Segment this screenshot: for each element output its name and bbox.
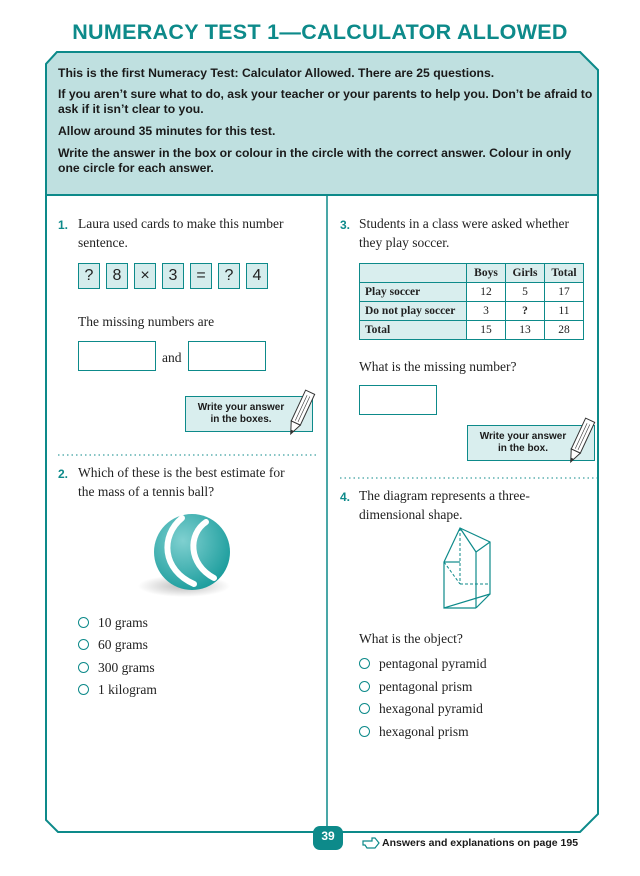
table-cell: 12 <box>467 283 506 302</box>
q4-option-2[interactable] <box>359 679 472 695</box>
table-cell: 13 <box>506 321 545 340</box>
intro-line-4: Write the answer in the box or colour in the circle with the correct answer. Colour in only one circle for each answer. <box>58 146 572 175</box>
q1-number: 1. <box>58 218 69 232</box>
q4-option-1[interactable] <box>359 656 487 672</box>
q1-card: 4 <box>246 263 268 289</box>
prism-diagram <box>436 522 496 614</box>
table-header-cell: Total <box>545 264 584 283</box>
q3-question: What is the missing number? <box>359 359 517 374</box>
table-row-label: Do not play soccer <box>360 302 467 321</box>
q2-option-label: 10 grams <box>98 615 148 630</box>
q1-card: × <box>134 263 156 289</box>
table-cell: 11 <box>545 302 584 321</box>
q4-option-3[interactable] <box>359 701 483 717</box>
pencil-icon <box>283 388 317 440</box>
q3-number: 3. <box>340 218 351 232</box>
q1-card: = <box>190 263 212 289</box>
tennis-ball-icon <box>136 512 240 600</box>
table-row-label: Total <box>360 321 467 340</box>
q1-text: Laura used cards to make this number sentence. <box>78 216 284 250</box>
q1-card: 3 <box>162 263 184 289</box>
q1-answer-box-2[interactable] <box>188 341 266 371</box>
table-header-cell: Boys <box>467 264 506 283</box>
q4-option-label: pentagonal pyramid <box>379 656 487 671</box>
table-header-cell <box>360 264 467 283</box>
q2-option-label: 300 grams <box>98 660 155 675</box>
table-cell: 28 <box>545 321 584 340</box>
table-header-row <box>360 264 584 283</box>
radio-circle-icon[interactable] <box>78 684 89 695</box>
table-row <box>360 283 584 302</box>
q4-option-label: hexagonal pyramid <box>379 701 483 716</box>
table-row <box>360 321 584 340</box>
q2-number: 2. <box>58 467 69 481</box>
radio-circle-icon[interactable] <box>359 658 370 669</box>
q2-option-4[interactable] <box>78 682 157 698</box>
table-cell: 5 <box>506 283 545 302</box>
q1-and-label: and <box>162 350 182 365</box>
table-cell-missing: ? <box>506 302 545 321</box>
q4-text: The diagram represents a three-dimensional shape. <box>359 488 530 522</box>
q4-question: What is the object? <box>359 631 463 646</box>
radio-circle-icon[interactable] <box>78 639 89 650</box>
q1-card: ? <box>218 263 240 289</box>
q2-option-2[interactable] <box>78 637 148 653</box>
table-cell: 17 <box>545 283 584 302</box>
pointing-hand-icon <box>362 836 380 850</box>
radio-circle-icon[interactable] <box>78 617 89 628</box>
q4-option-4[interactable] <box>359 724 469 740</box>
q1-prompt: The missing numbers are <box>78 314 215 329</box>
table-row <box>360 302 584 321</box>
radio-circle-icon[interactable] <box>359 703 370 714</box>
pencil-icon <box>563 416 597 468</box>
q2-option-label: 60 grams <box>98 637 148 652</box>
q3-text: Students in a class were asked whether they play soccer. <box>359 216 569 250</box>
q3-answer-box[interactable] <box>359 385 437 415</box>
table-cell: 3 <box>467 302 506 321</box>
radio-circle-icon[interactable] <box>78 662 89 673</box>
q1-hint-text: Write your answer in the boxes. <box>197 402 285 425</box>
page-number: 39 <box>321 829 335 843</box>
q2-text: Which of these is the best estimate for the mass of a tennis ball? <box>78 465 285 499</box>
q2-option-3[interactable] <box>78 660 155 676</box>
q1-card: 8 <box>106 263 128 289</box>
radio-circle-icon[interactable] <box>359 681 370 692</box>
intro-line-3: Allow around 35 minutes for this test. <box>58 124 276 138</box>
table-cell: 15 <box>467 321 506 340</box>
table-row-label: Play soccer <box>360 283 467 302</box>
q2-option-label: 1 kilogram <box>98 682 157 697</box>
intro-line-1: This is the first Numeracy Test: Calculator Allowed. There are 25 questions. <box>58 66 495 80</box>
q2-option-1[interactable] <box>78 615 148 631</box>
q1-number-cards <box>78 263 268 289</box>
q3-hint-text: Write your answer in the box. <box>479 431 567 454</box>
q1-card: ? <box>78 263 100 289</box>
radio-circle-icon[interactable] <box>359 726 370 737</box>
q4-number: 4. <box>340 490 351 504</box>
answers-reference[interactable]: Answers and explanations on page 195 <box>382 837 579 849</box>
q4-option-label: hexagonal prism <box>379 724 469 739</box>
q1-answer-box-1[interactable] <box>78 341 156 371</box>
intro-line-2: If you aren’t sure what to do, ask your teacher or your parents to help you. Don’t be afraid to ask if it isn’t clear to you. <box>58 87 593 116</box>
page-title: NUMERACY TEST 1—CALCULATOR ALLOWED <box>72 20 568 44</box>
soccer-table <box>359 263 584 340</box>
table-header-cell: Girls <box>506 264 545 283</box>
q4-option-label: pentagonal prism <box>379 679 473 694</box>
